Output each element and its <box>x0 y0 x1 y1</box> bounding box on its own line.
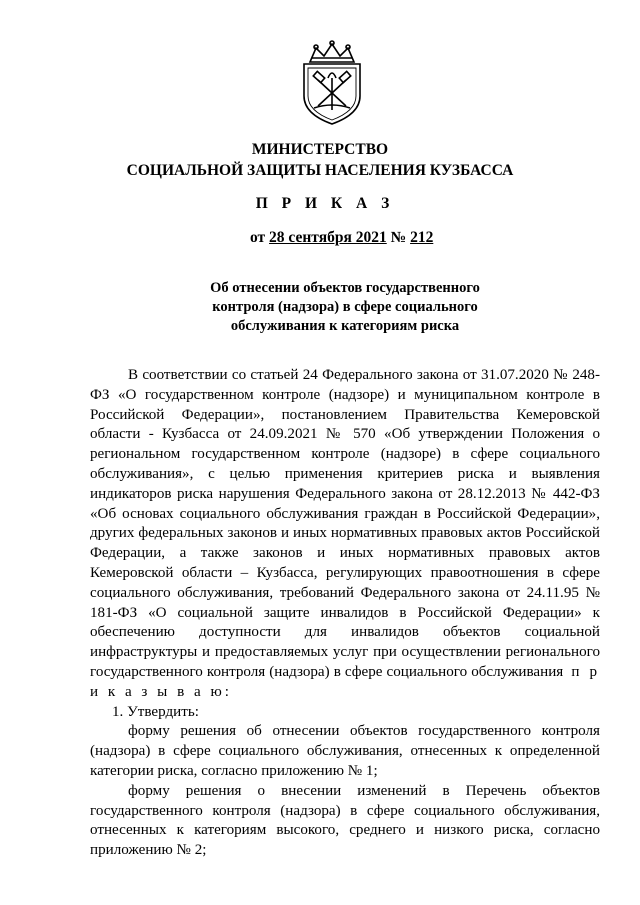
order-title: П Р И К А З <box>255 195 395 212</box>
preamble-text: В соответствии со статьей 24 Федерального закона от 31.07.2020 № 248-ФЗ «О государственном контроле (надзоре) и муниципальном контроле в Российской Федерации», постановлением Правительства Кемеровской области - Кузбасса от 24.09.2021 № 570 «Об утверждении Положения о региональном государственном контроле (надзоре) в сфере социального обслуживания», с целью применения критериев риска и выявления индикаторов риска нарушения Федерального закона от 28.12.2013 № 442-ФЗ «Об основах социального обслуживания граждан в Российской Федерации», других федеральных законов и иных нормативных правовых актов Российской Федерации, а также законов и иных нормативных правовых актов Кемеровской области – Кузбасса, регулирующих правоотношения в сфере социального обслуживания, требований Федерального закона от 24.11.95 № 181-ФЗ «О социальной защите инвалидов в Российской Федерации» к обеспечению доступности для инвалидов объектов социальной инфраструктуры и предоставляемых услуг при осуществлении регионального государственного контроля (надзора) в сфере социального обслуживания <box>90 367 600 680</box>
kuzbass-coat-of-arms-emblem <box>296 40 368 126</box>
ministry-line-1: МИНИСТЕРСТВО <box>251 141 389 158</box>
item-1-form-b: форму решения о внесении изменений в Перечень объектов государственного контроля (надзора) в сфере социального обслуживания, отнесенных к категориям высокого, среднего и низкого риска, согласно приложению № 2; <box>90 782 600 859</box>
item-1-form-a: форму решения об отнесении объектов государственного контроля (надзора) в сфере социального обслуживания, отнесенных к определенной категории риска, согласно приложению № 1; <box>90 723 600 779</box>
order-date-line <box>250 229 433 247</box>
subject-line-3: обслуживания к категориям риска <box>230 318 460 334</box>
order-body <box>90 366 600 861</box>
ministry-line-2: СОЦИАЛЬНОЙ ЗАЩИТЫ НАСЕЛЕНИЯ КУЗБАССА <box>126 162 514 179</box>
order-date: 28 сентября 2021 <box>269 229 387 246</box>
ministry-name <box>0 139 640 181</box>
order-number: 212 <box>410 229 434 246</box>
date-prefix: от <box>250 229 266 246</box>
number-sign: № <box>390 229 407 246</box>
order-verb: п р и к а з ы в а ю: <box>90 663 600 700</box>
item-1: 1. Утвердить: <box>112 703 199 720</box>
subject-line-2: контроля (надзора) в сфере социального <box>212 299 478 315</box>
order-subject <box>180 279 510 336</box>
subject-line-1: Об отнесении объектов государственного <box>210 280 480 296</box>
preamble-paragraph <box>90 366 600 703</box>
